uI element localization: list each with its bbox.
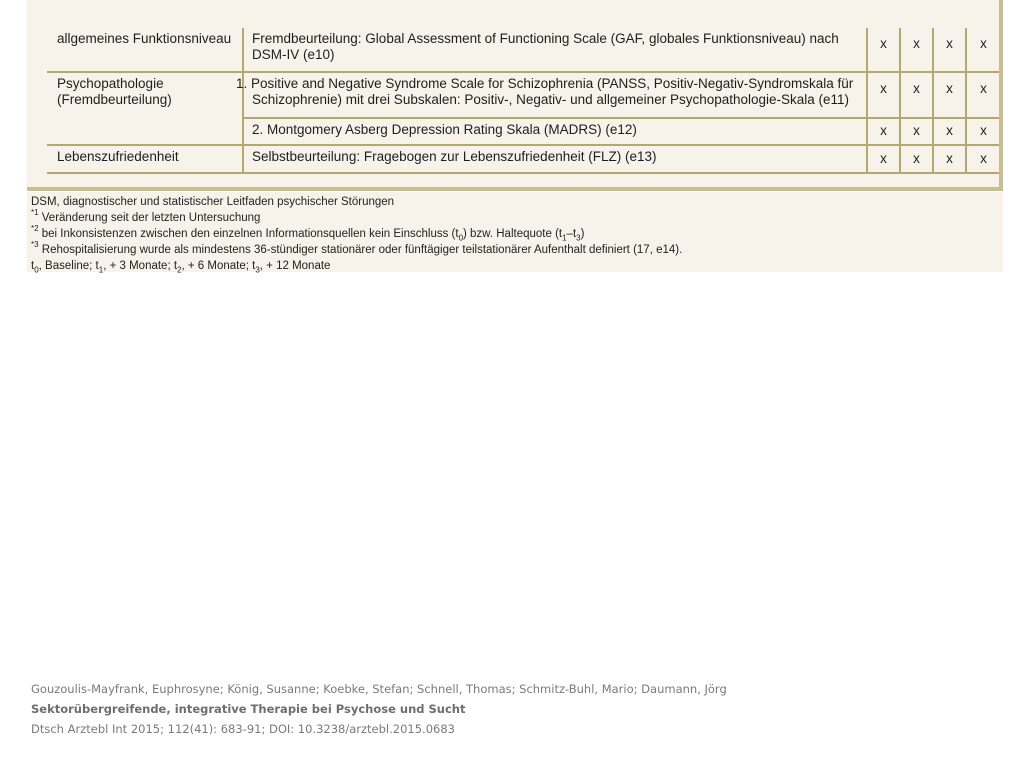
subscript: 3 <box>255 265 260 275</box>
timepoint-mark: x <box>867 118 900 145</box>
panel-border-bottom <box>27 187 1003 191</box>
timepoint-mark: x <box>966 72 1000 118</box>
footnote-text: t <box>31 260 35 272</box>
table-row <box>47 28 1000 72</box>
footnote-marker: *3 <box>31 240 39 250</box>
subscript: 3 <box>576 233 581 243</box>
description-cell: 2. Montgomery Asberg Depression Rating Skala (MADRS) (e12) <box>243 118 867 145</box>
domain-cell: allgemeines Funktionsniveau <box>47 28 243 72</box>
timepoint-mark: x <box>867 145 900 173</box>
subscript: 0 <box>458 233 464 243</box>
footnote-marker: *2 <box>31 224 39 234</box>
footnote-text: Rehospitalisierung wurde als mindestens 36-stündiger stationärer oder fünftägiger teilstationärer Aufenthalt definiert (17, e14). <box>38 244 683 256</box>
table-row <box>47 72 1000 118</box>
timepoint-mark: x <box>900 118 933 145</box>
measures-table-panel <box>27 0 1003 191</box>
footnote-text: , + 12 Monate <box>259 260 331 272</box>
timepoint-mark: x <box>966 28 1000 72</box>
footnote-marker: *1 <box>31 208 39 218</box>
domain-cell: Psychopathologie (Fremdbeurteilung) <box>47 72 243 145</box>
subscript: 1 <box>98 265 104 275</box>
timepoint-mark: x <box>900 145 933 173</box>
citation-journal: Dtsch Arztebl Int 2015; 112(41): 683-91; DOI: 10.3238/arztebl.2015.0683 <box>31 722 455 736</box>
description-cell: Selbstbeurteilung: Fragebogen zur Lebenszufriedenheit (FLZ) (e13) <box>243 145 867 173</box>
footnote-text: DSM, diagnostischer und statistischer Leitfaden psychischer Störungen <box>31 196 395 208</box>
timepoint-mark: x <box>867 28 900 72</box>
footnote-text: –t <box>566 228 577 240</box>
footnote-2 <box>31 226 584 242</box>
footnote-timepoints <box>31 258 330 274</box>
footnote-3 <box>31 242 682 258</box>
timepoint-mark: x <box>933 28 966 72</box>
domain-cell: Lebenszufriedenheit <box>47 145 243 173</box>
timepoint-mark: x <box>900 72 933 118</box>
timepoint-mark: x <box>867 72 900 118</box>
measures-table <box>47 28 1000 174</box>
citation <box>31 679 727 739</box>
subscript: 0 <box>34 265 39 275</box>
footnote-text: bei Inkonsistenzen zwischen den einzelnen Informationsquellen kein Einschluss (t <box>38 228 459 240</box>
description-cell: Fremdbeurteilung: Global Assessment of Functioning Scale (GAF, globales Funktionsniveau) nach DSM-IV (e10) <box>252 31 839 62</box>
panel-border-right <box>999 0 1003 191</box>
subscript: 1 <box>562 233 567 243</box>
citation-title: Sektorübergreifende, integrative Therapie bei Psychose und Sucht <box>31 702 466 716</box>
table-footnotes <box>27 192 1003 275</box>
footnote-abbreviation <box>31 194 394 210</box>
footnote-text: Veränderung seit der letzten Untersuchung <box>38 212 261 224</box>
timepoint-mark: x <box>966 145 1000 173</box>
footnote-text: ) <box>580 228 585 240</box>
footnote-text: , + 6 Monate; t <box>181 260 256 272</box>
subscript: 2 <box>177 265 182 275</box>
description-cell: 1. Positive and Negative Syndrome Scale for Schizophrenia (PANSS, Positiv-Negativ-Syndromskala für Schizophrenie) mit drei Subskalen: Positiv-, Negativ- und allgemeiner Psychopathologie-Skala (e11) <box>243 72 867 118</box>
timepoint-mark: x <box>900 28 933 72</box>
footnote-text: , + 3 Monate; t <box>103 260 178 272</box>
citation-authors: Gouzoulis-Mayfrank, Euphrosyne; König, Susanne; Koebke, Stefan; Schnell, Thomas; Schmitz-Buhl, Mario; Daumann, Jörg <box>31 682 727 696</box>
timepoint-mark: x <box>933 145 966 173</box>
footnote-text: ) bzw. Haltequote (t <box>463 228 563 240</box>
table-row <box>47 145 1000 173</box>
footnote-1 <box>31 210 260 226</box>
footnote-text: , Baseline; t <box>38 260 99 272</box>
timepoint-mark: x <box>966 118 1000 145</box>
timepoint-mark: x <box>933 72 966 118</box>
timepoint-mark: x <box>933 118 966 145</box>
